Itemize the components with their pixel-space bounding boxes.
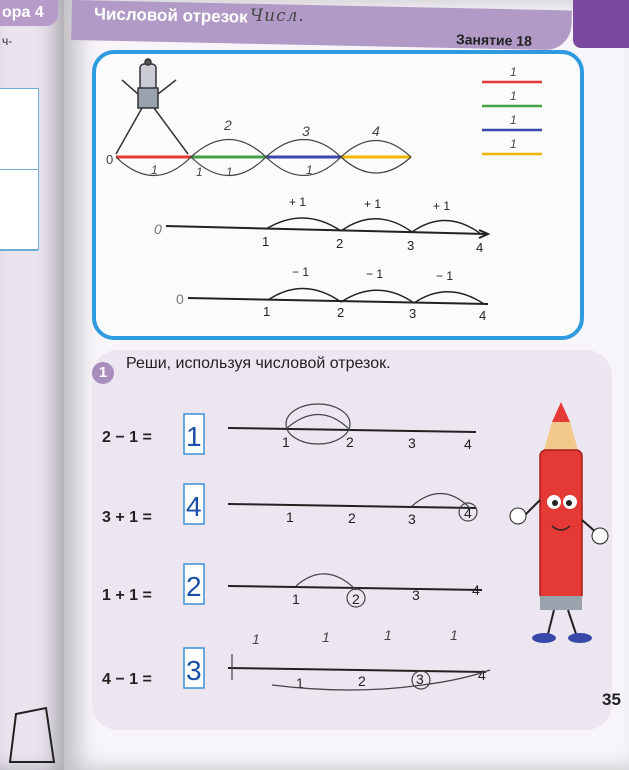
handwritten-mark: 1 <box>252 631 260 647</box>
tick-label: 4 <box>476 240 484 255</box>
zero-label: 0 <box>106 152 114 167</box>
answer-handwritten: 4 <box>186 491 202 522</box>
tick-label: 1 <box>263 304 271 319</box>
exercise-row-4 <box>102 627 490 691</box>
arc-number-2: 2 <box>224 117 232 133</box>
segment-mark: 1 <box>226 165 233 179</box>
tick-label: 1 <box>282 434 290 450</box>
robot-compass-illustration <box>116 59 188 154</box>
trapezoid-drawing <box>6 704 58 764</box>
legend-mark: 1 <box>510 113 517 127</box>
expression: 4 − 1 = <box>102 671 152 688</box>
tick-label: 1 <box>286 509 294 525</box>
left-page-tab: ора 4 <box>0 0 58 26</box>
tick-label: 4 <box>464 505 472 521</box>
pencil-arcs-lower <box>116 157 411 176</box>
tick-label: 2 <box>348 510 356 526</box>
page-number: 35 <box>602 690 621 709</box>
expression: 3 + 1 = <box>102 509 152 526</box>
answer-handwritten: 3 <box>186 655 202 686</box>
tick-label: 1 <box>296 675 304 691</box>
tick-label: 2 <box>336 236 344 251</box>
exercise-box <box>92 350 612 730</box>
handwritten-note: Числ. <box>250 6 305 26</box>
arc-number-3: 3 <box>302 123 310 139</box>
legend-mark: 1 <box>510 137 517 151</box>
workbook-page <box>64 0 629 770</box>
tick-label: 4 <box>478 667 486 683</box>
exercise-instruction: Реши, используя числовой отрезок. <box>126 355 391 372</box>
arc-label: − 1 <box>436 269 454 283</box>
arc-number-4: 4 <box>372 123 380 139</box>
page-title: Числовой отрезок <box>93 4 248 27</box>
explanation-illustration <box>96 54 580 336</box>
left-page-edge <box>0 0 64 770</box>
zero-label: 0 <box>154 221 162 237</box>
plus-number-line <box>154 195 488 255</box>
tick-label: 3 <box>408 511 416 527</box>
pencil-mascot-illustration <box>510 402 608 643</box>
tick-label: 2 <box>352 591 360 607</box>
tick-label: 2 <box>346 434 354 450</box>
exercise-row-3 <box>102 564 482 607</box>
handwritten-mark: 1 <box>450 627 458 643</box>
color-legend <box>482 65 542 154</box>
answer-handwritten: 1 <box>186 421 202 452</box>
handwritten-mark: 1 <box>322 629 330 645</box>
lesson-label: Занятие 18 <box>455 31 533 49</box>
arc-label: + 1 <box>289 195 307 209</box>
tick-label: 4 <box>472 582 480 598</box>
exercise-number: 1 <box>92 362 114 384</box>
segment-mark: 1 <box>306 163 313 177</box>
pencil-arcs-upper <box>191 140 411 158</box>
bookmark-tab <box>573 0 629 48</box>
tick-label: 1 <box>262 234 270 249</box>
tick-label: 4 <box>479 308 487 323</box>
tick-label: 1 <box>292 591 300 607</box>
arc-label: + 1 <box>433 199 451 213</box>
segment-mark: 1 <box>151 163 158 177</box>
tick-label: 4 <box>464 436 472 452</box>
arc-label: − 1 <box>366 267 384 281</box>
arc-label: − 1 <box>292 265 310 279</box>
tick-label: 2 <box>337 305 345 320</box>
tick-label: 3 <box>408 435 416 451</box>
zero-label: 0 <box>176 291 184 307</box>
arc-label: + 1 <box>364 197 382 211</box>
tick-label: 2 <box>358 673 366 689</box>
tick-label: 3 <box>409 306 417 321</box>
left-page-grid <box>0 88 39 250</box>
tick-label: 3 <box>412 587 420 603</box>
handwritten-mark: 1 <box>384 627 392 643</box>
answer-handwritten: 2 <box>186 571 202 602</box>
expression: 1 + 1 = <box>102 587 152 604</box>
tick-label: 3 <box>416 671 424 687</box>
left-page-fragment: ч- <box>2 34 13 48</box>
tick-label: 3 <box>407 238 415 253</box>
minus-number-line <box>176 265 488 323</box>
exercise-row-1 <box>102 404 476 454</box>
legend-mark: 1 <box>510 65 517 79</box>
expression: 2 − 1 = <box>102 429 152 446</box>
segment-mark: 1 <box>196 165 203 179</box>
exercise-illustration <box>92 350 612 730</box>
legend-mark: 1 <box>510 89 517 103</box>
pencil-scribble <box>286 404 350 444</box>
number-line-explanation-box <box>92 50 584 340</box>
exercise-row-2 <box>102 484 477 527</box>
